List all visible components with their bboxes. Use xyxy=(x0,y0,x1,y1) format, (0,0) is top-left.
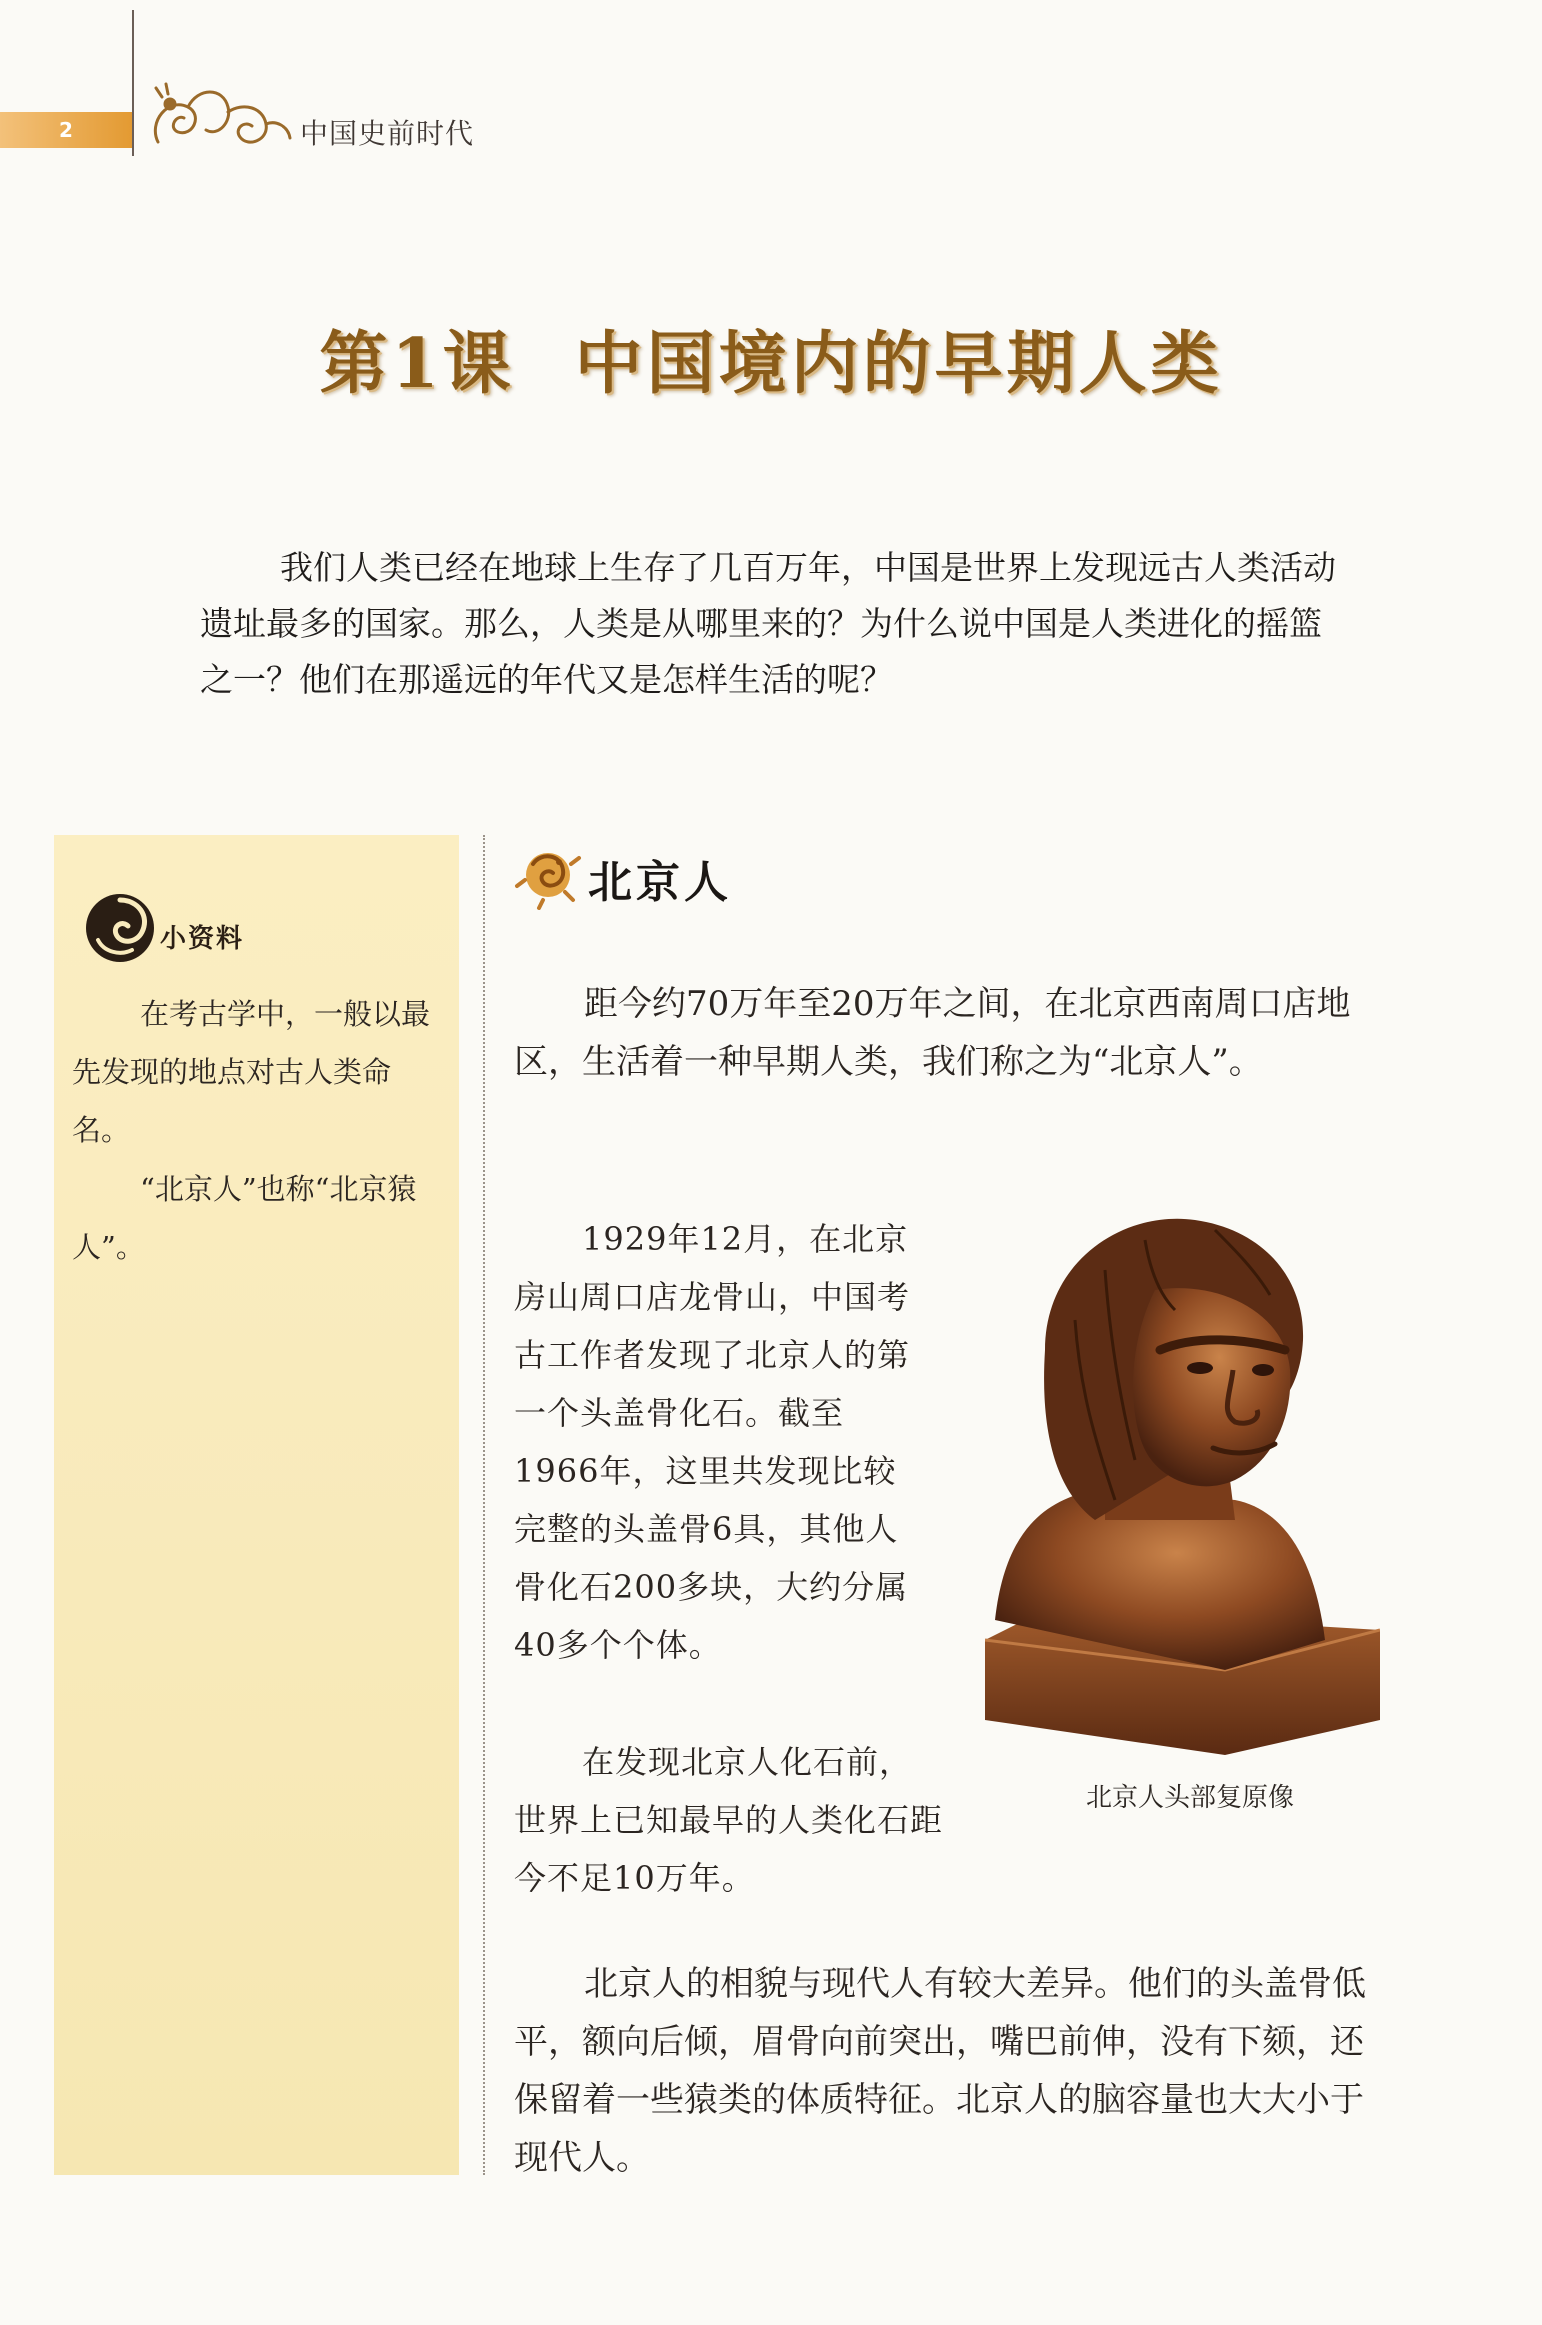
sidebar-paragraph: 在考古学中，一般以最先发现的地点对古人类命名。 xyxy=(72,997,431,1147)
column-divider xyxy=(483,835,485,2175)
lesson-title xyxy=(0,310,1542,407)
figure-caption: 北京人头部复原像 xyxy=(1085,1783,1294,1813)
running-head: 中国史前时代 xyxy=(300,117,475,150)
body-paragraph: 1929年12月，在北京房山周口店龙骨山，中国考古工作者发现了北京人的第一个头盖骨化石。截至1966年，这里共发现比较完整的头盖骨6具，其他人骨化石200多块，大约分属40多个个体。 xyxy=(514,1220,911,1664)
body-paragraph: 距今约70万年至20万年之间，在北京西南周口店地区，生活着一种早期人类，我们称之为“北京人”。 xyxy=(514,984,1351,1082)
sidebar-paragraph: “北京人”也称“北京猿人”。 xyxy=(72,1172,417,1264)
dragon-medallion-icon xyxy=(513,840,583,910)
swirl-cloud-icon xyxy=(80,888,160,968)
dragon-ornament-icon xyxy=(148,82,296,162)
body-paragraph: 北京人的相貌与现代人有较大差异。他们的头盖骨低平，额向后倾，眉骨向前突出，嘴巴前伸，没有下颏，还保留着一些猿类的体质特征。北京人的脑容量也大大小于现代人。 xyxy=(514,1964,1366,2178)
page-number: 2 xyxy=(59,118,73,142)
body-paragraph: 在发现北京人化石前，世界上已知最早的人类化石距今不足10万年。 xyxy=(514,1743,944,1897)
lesson-number: 第1课 xyxy=(319,324,515,404)
peking-man-bust-photo xyxy=(985,1200,1380,1760)
lesson-title-text: 中国境内的早期人类 xyxy=(574,324,1223,404)
intro-paragraph: 我们人类已经在地球上生存了几百万年，中国是世界上发现远古人类活动遗址最多的国家。那么，人类是从哪里来的？为什么说中国是人类进化的摇篮之一？他们在那遥远的年代又是怎样生活的呢？ xyxy=(200,548,1336,699)
header-divider xyxy=(132,10,134,156)
section-title: 北京人 xyxy=(588,857,732,908)
sidebar-label: 小资料 xyxy=(160,924,245,954)
